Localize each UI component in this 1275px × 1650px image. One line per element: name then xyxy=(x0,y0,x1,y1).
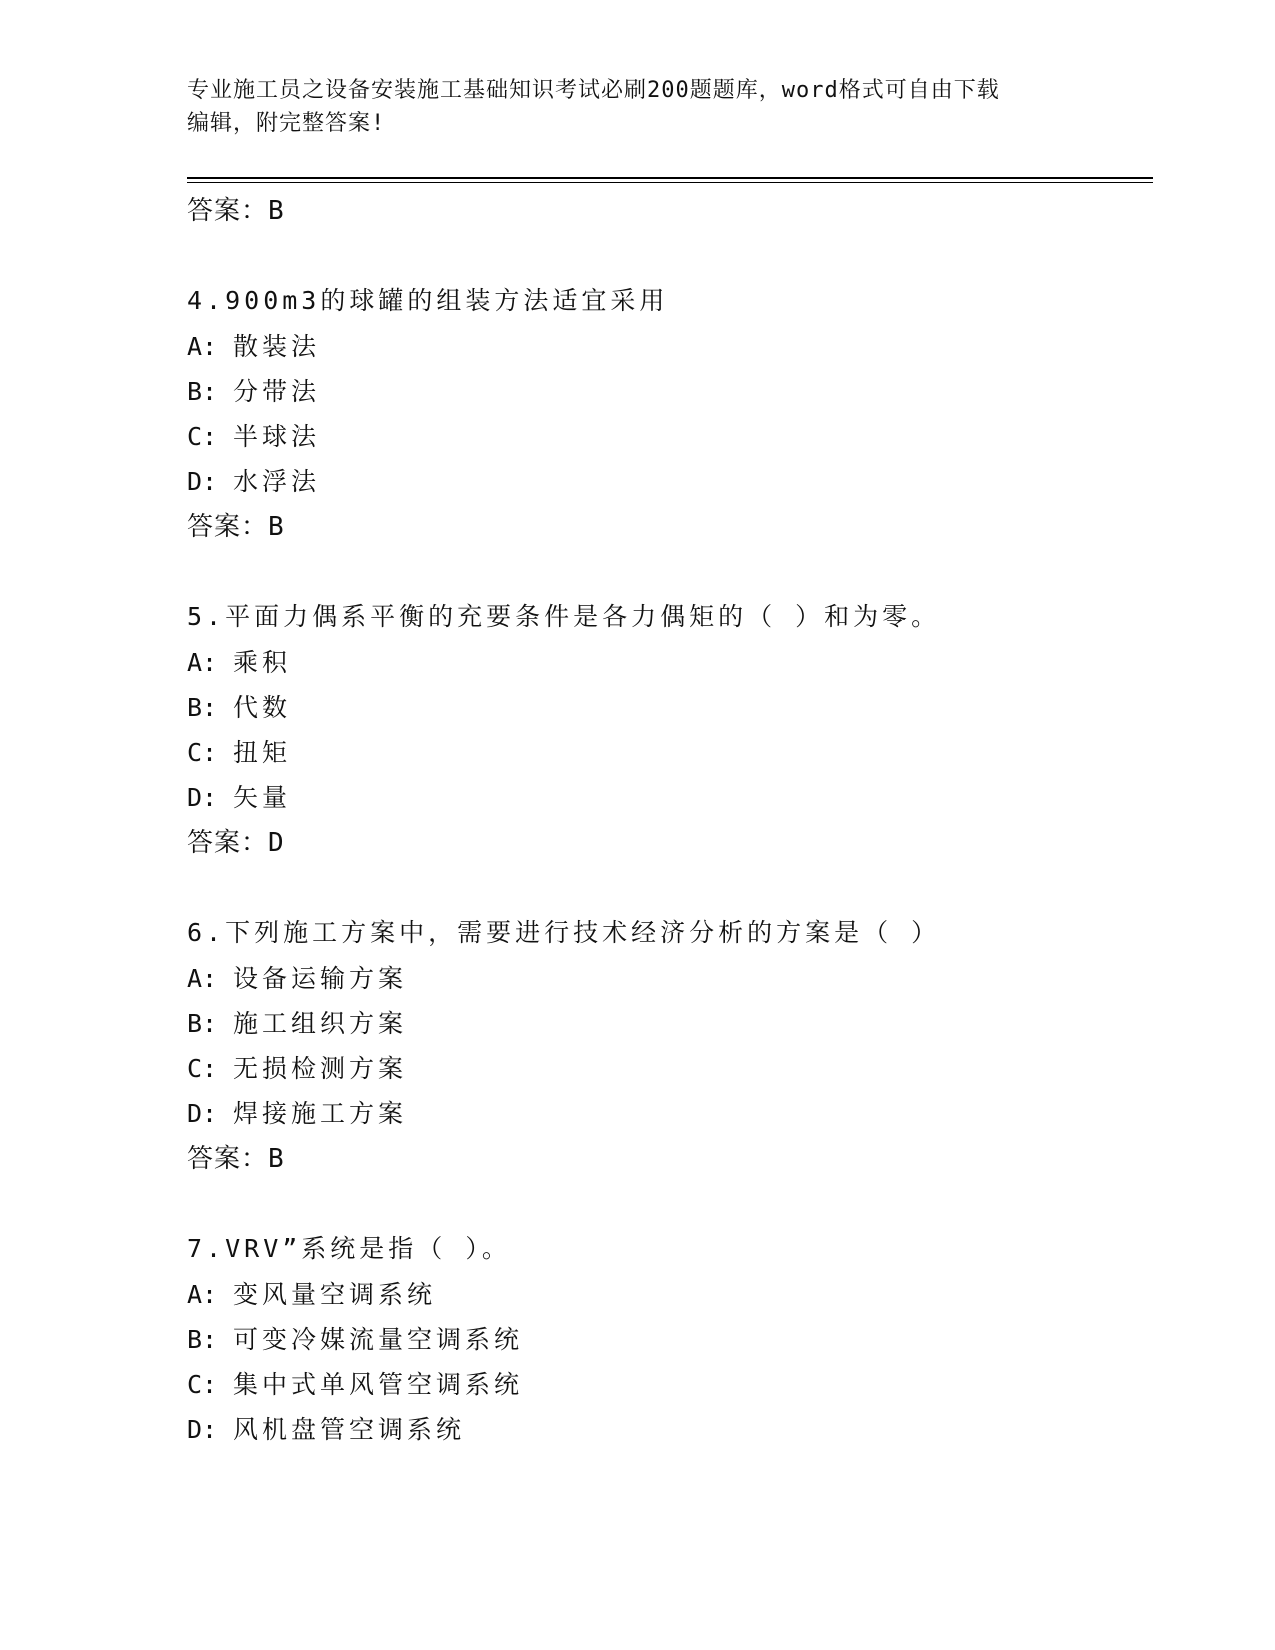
option-letter: D: xyxy=(187,1099,218,1128)
document-header xyxy=(187,74,1077,140)
option-letter: A: xyxy=(187,332,218,361)
option-text: 变风量空调系统 xyxy=(233,1280,437,1309)
option-letter: D: xyxy=(187,1415,218,1444)
question-5 xyxy=(187,594,1147,866)
question-stem: 4.900m3的球罐的组装方法适宜采用 xyxy=(187,286,669,315)
spacer xyxy=(187,1182,1147,1226)
option-text: 风机盘管空调系统 xyxy=(233,1415,466,1444)
option-c xyxy=(187,1362,1147,1407)
option-letter: C: xyxy=(187,1054,218,1083)
question-stem: 7.VRV”系统是指（ ）。 xyxy=(187,1234,511,1263)
option-letter: A: xyxy=(187,1280,218,1309)
question-stem: 6.下列施工方案中，需要进行技术经济分析的方案是（ ） xyxy=(187,918,941,947)
option-text: 代数 xyxy=(233,693,292,722)
option-text: 乘积 xyxy=(233,648,292,677)
option-text: 焊接施工方案 xyxy=(233,1099,408,1128)
option-letter: B: xyxy=(187,1325,218,1354)
previous-question-answer: 答案：B xyxy=(187,196,285,226)
option-text: 施工组织方案 xyxy=(233,1009,408,1038)
option-c xyxy=(187,1046,1147,1091)
option-letter: B: xyxy=(187,693,218,722)
option-text: 扭矩 xyxy=(233,738,292,767)
option-letter: B: xyxy=(187,377,218,406)
question-list xyxy=(187,188,1147,1452)
option-b xyxy=(187,1317,1147,1362)
option-a xyxy=(187,324,1147,369)
header-divider-thick xyxy=(187,177,1153,179)
option-d xyxy=(187,775,1147,820)
option-text: 散装法 xyxy=(233,332,321,361)
option-d xyxy=(187,1407,1147,1452)
spacer xyxy=(187,550,1147,594)
option-a xyxy=(187,1272,1147,1317)
question-answer: 答案：B xyxy=(187,512,285,542)
header-line-1: 专业施工员之设备安装施工基础知识考试必刷200题题库，word格式可自由下载 xyxy=(187,78,1000,103)
option-text: 分带法 xyxy=(233,377,321,406)
option-text: 可变冷媒流量空调系统 xyxy=(233,1325,524,1354)
option-letter: A: xyxy=(187,648,218,677)
option-letter: A: xyxy=(187,964,218,993)
question-answer: 答案：D xyxy=(187,828,285,858)
question-6 xyxy=(187,910,1147,1182)
option-b xyxy=(187,685,1147,730)
option-letter: D: xyxy=(187,467,218,496)
option-text: 无损检测方案 xyxy=(233,1054,408,1083)
question-stem: 5.平面力偶系平衡的充要条件是各力偶矩的（ ）和为零。 xyxy=(187,602,941,631)
question-answer: 答案：B xyxy=(187,1144,285,1174)
question-4 xyxy=(187,278,1147,550)
spacer xyxy=(187,866,1147,910)
option-letter: C: xyxy=(187,1370,218,1399)
option-c xyxy=(187,414,1147,459)
option-b xyxy=(187,1001,1147,1046)
option-d xyxy=(187,1091,1147,1136)
option-letter: B: xyxy=(187,1009,218,1038)
option-c xyxy=(187,730,1147,775)
spacer xyxy=(187,234,1147,278)
option-d xyxy=(187,459,1147,504)
option-text: 设备运输方案 xyxy=(233,964,408,993)
header-line-2: 编辑，附完整答案! xyxy=(187,111,386,136)
option-a xyxy=(187,640,1147,685)
option-text: 矢量 xyxy=(233,783,292,812)
header-divider-thin xyxy=(187,182,1153,183)
option-letter: D: xyxy=(187,783,218,812)
option-b xyxy=(187,369,1147,414)
option-text: 集中式单风管空调系统 xyxy=(233,1370,524,1399)
question-7 xyxy=(187,1226,1147,1452)
option-letter: C: xyxy=(187,738,218,767)
option-letter: C: xyxy=(187,422,218,451)
option-text: 水浮法 xyxy=(233,467,321,496)
option-text: 半球法 xyxy=(233,422,321,451)
option-a xyxy=(187,956,1147,1001)
